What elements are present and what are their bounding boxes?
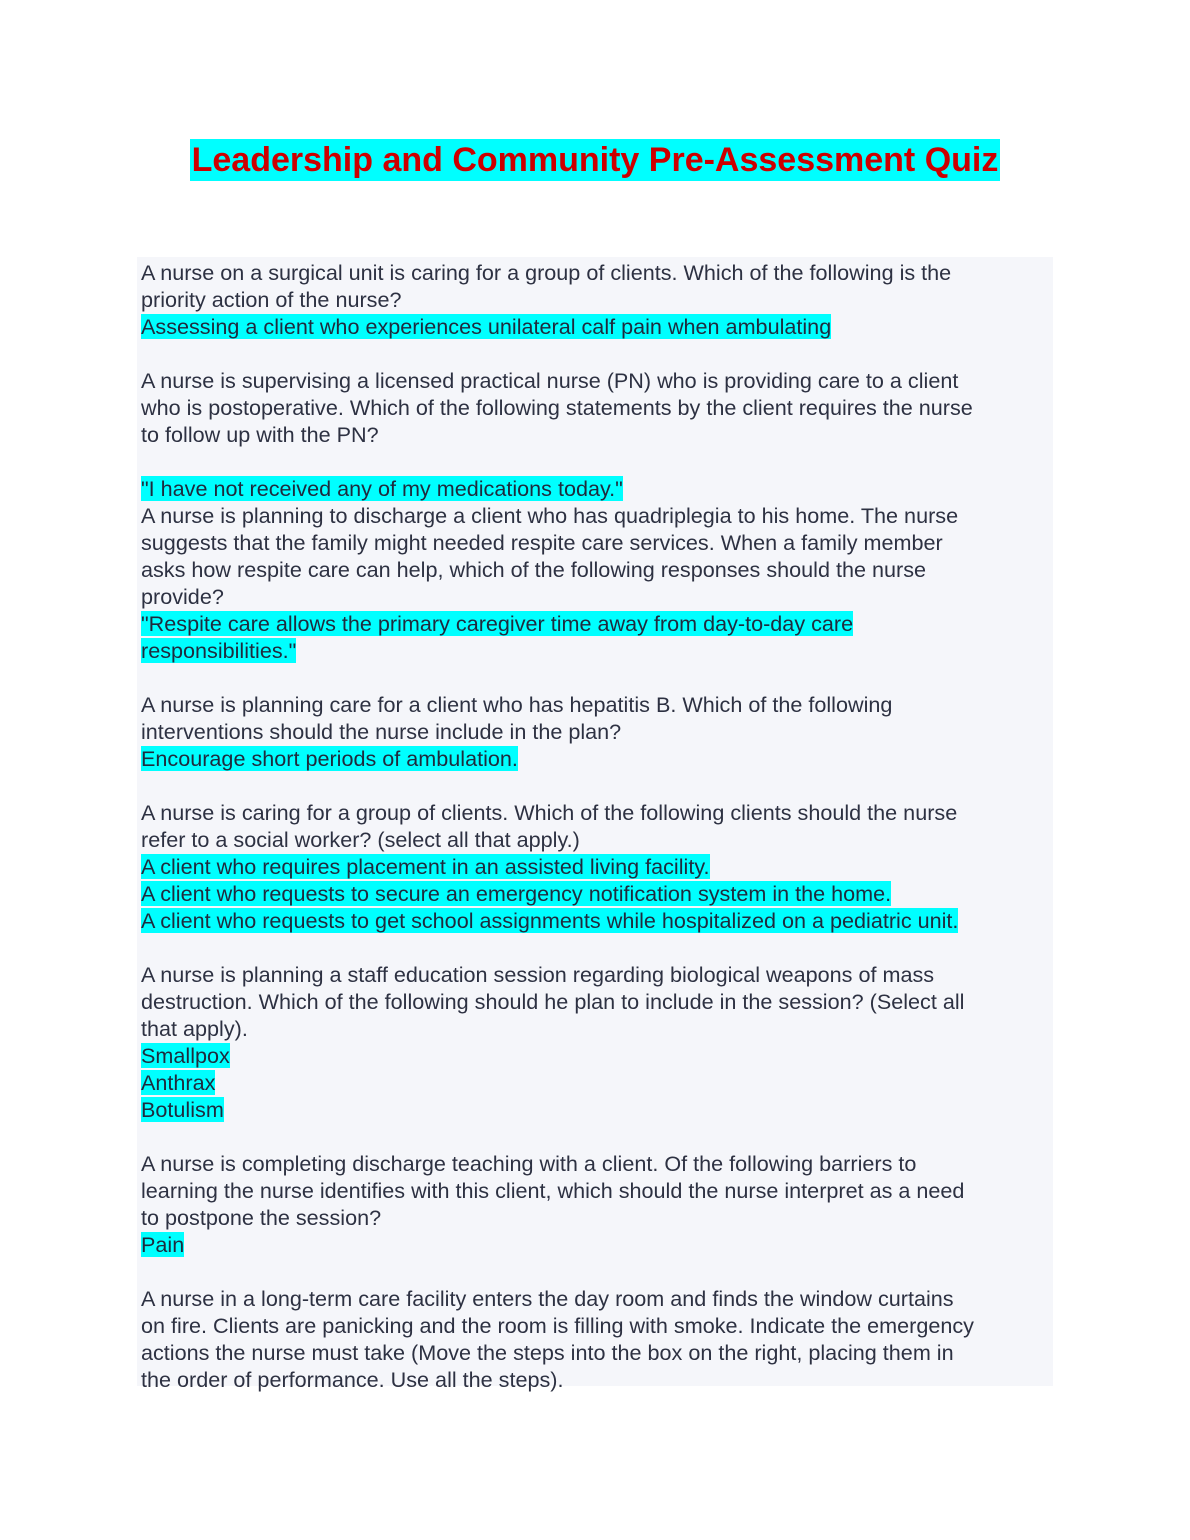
answer-highlight: Botulism bbox=[141, 1097, 224, 1122]
question-line: the order of performance. Use all the steps). bbox=[141, 1367, 564, 1392]
question-line: destruction. Which of the following should he plan to include in the session? (Select all bbox=[141, 989, 965, 1014]
question-line: A nurse is planning care for a client who has hepatitis B. Which of the following bbox=[141, 692, 893, 717]
answer-highlight: A client who requires placement in an assisted living facility. bbox=[141, 854, 710, 879]
answer-highlight: Assessing a client who experiences unilateral calf pain when ambulating bbox=[141, 314, 832, 339]
answer-highlight: "Respite care allows the primary caregiver time away from day-to-day care bbox=[141, 611, 854, 636]
question-line: A nurse is planning a staff education session regarding biological weapons of mass bbox=[141, 962, 935, 987]
question-line: A nurse is caring for a group of clients. Which of the following clients should the nurse bbox=[141, 800, 958, 825]
question-line: interventions should the nurse include in the plan? bbox=[141, 719, 622, 744]
question-line: suggests that the family might needed respite care services. When a family member bbox=[141, 530, 943, 555]
answer-highlight: Pain bbox=[141, 1232, 185, 1257]
question-line: A nurse in a long-term care facility enters the day room and finds the window curtains bbox=[141, 1286, 954, 1311]
question-line: A nurse is completing discharge teaching with a client. Of the following barriers to bbox=[141, 1151, 917, 1176]
spacer bbox=[141, 664, 1049, 691]
spacer bbox=[141, 772, 1049, 799]
question-line: to postpone the session? bbox=[141, 1205, 382, 1230]
quiz-content bbox=[137, 257, 1053, 1392]
title-wrapper bbox=[0, 139, 1190, 181]
spacer bbox=[141, 1258, 1049, 1285]
question-line: learning the nurse identifies with this client, which should the nurse interpret as a need bbox=[141, 1178, 965, 1203]
answer-highlight: Smallpox bbox=[141, 1043, 230, 1068]
question-line: that apply). bbox=[141, 1016, 248, 1041]
question-line: A nurse is supervising a licensed practical nurse (PN) who is providing care to a client bbox=[141, 368, 959, 393]
question-line: asks how respite care can help, which of the following responses should the nurse bbox=[141, 557, 927, 582]
page-title: Leadership and Community Pre-Assessment Quiz bbox=[191, 141, 999, 179]
spacer bbox=[141, 448, 1049, 475]
question-line: who is postoperative. Which of the following statements by the client requires the nurse bbox=[141, 395, 973, 420]
answer-highlight: A client who requests to secure an emergency notification system in the home. bbox=[141, 881, 892, 906]
question-line: A nurse on a surgical unit is caring for a group of clients. Which of the following is the bbox=[141, 260, 952, 285]
spacer bbox=[141, 934, 1049, 961]
spacer bbox=[141, 1123, 1049, 1150]
question-line: provide? bbox=[141, 584, 224, 609]
question-line: to follow up with the PN? bbox=[141, 422, 379, 447]
answer-highlight: Encourage short periods of ambulation. bbox=[141, 746, 518, 771]
answer-highlight: Anthrax bbox=[141, 1070, 216, 1095]
answer-highlight: A client who requests to get school assignments while hospitalized on a pediatric unit. bbox=[141, 908, 959, 933]
answer-highlight: "I have not received any of my medications today." bbox=[141, 476, 623, 501]
question-line: on fire. Clients are panicking and the room is filling with smoke. Indicate the emergency bbox=[141, 1313, 974, 1338]
answer-highlight: responsibilities." bbox=[141, 638, 297, 663]
spacer bbox=[141, 340, 1049, 367]
question-line: priority action of the nurse? bbox=[141, 287, 402, 312]
question-line: refer to a social worker? (select all that apply.) bbox=[141, 827, 580, 852]
question-line: A nurse is planning to discharge a client who has quadriplegia to his home. The nurse bbox=[141, 503, 959, 528]
question-line: actions the nurse must take (Move the steps into the box on the right, placing them in bbox=[141, 1340, 954, 1365]
